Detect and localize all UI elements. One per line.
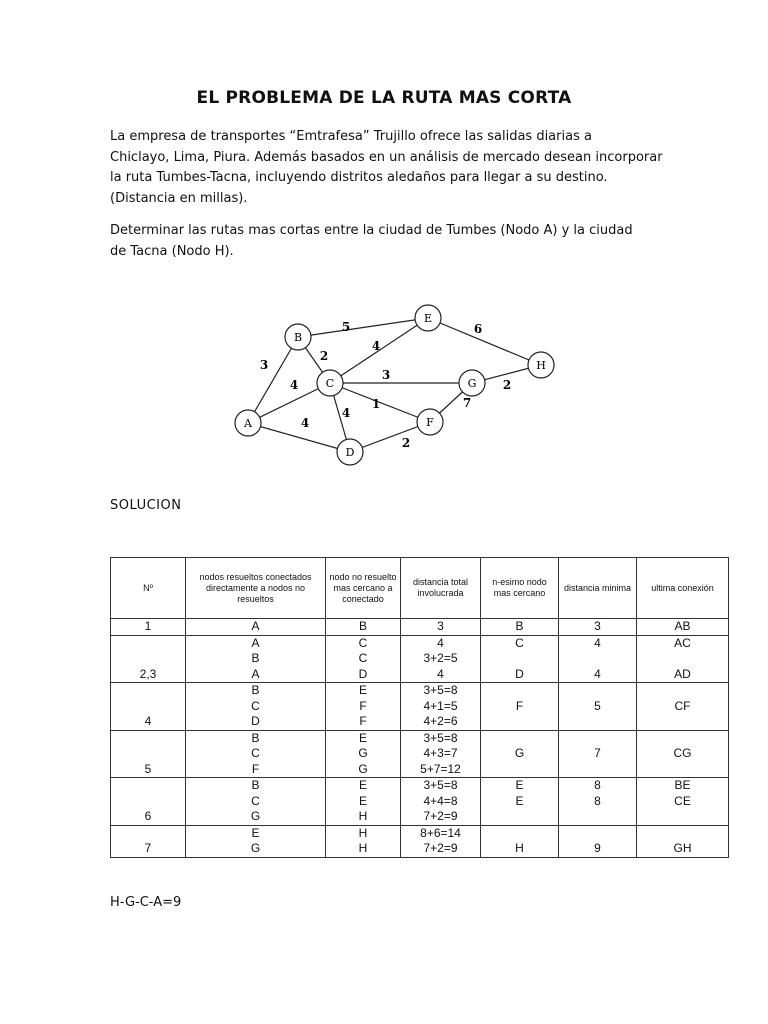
cell-number: 5	[111, 762, 186, 778]
header-solved-nodes: nodos resueltos conectados directamente a nodos no resueltos	[186, 558, 326, 619]
edge-weight-label: 4	[341, 406, 351, 420]
cell-number	[111, 699, 186, 715]
edge-weight-label: 2	[319, 349, 329, 363]
cell-total-distance: 3+5=8	[401, 730, 481, 746]
cell-total-distance: 3+5=8	[401, 683, 481, 699]
cell-solved-node: D	[186, 714, 326, 730]
final-answer: H-G-C-A=9	[110, 895, 182, 910]
cell-last-connection	[637, 825, 729, 841]
node-b-label: B	[293, 331, 303, 344]
cell-number: 1	[111, 619, 186, 636]
cell-solved-node: C	[186, 794, 326, 810]
text-line: Determinar las rutas mas cortas entre la ciudad de Tumbes (Nodo A) y la ciudad	[110, 223, 633, 238]
cell-total-distance: 7+2=9	[401, 809, 481, 825]
cell-nearest-node: E	[326, 794, 401, 810]
cell-nearest-node: E	[326, 730, 401, 746]
cell-nth-nearest	[481, 730, 559, 746]
edge-weight-label: 5	[341, 320, 351, 334]
table-row	[111, 730, 729, 746]
cell-nth-nearest: G	[481, 746, 559, 762]
node-d-label: D	[345, 446, 355, 459]
cell-number: 7	[111, 841, 186, 857]
cell-total-distance: 4	[401, 635, 481, 651]
edge-weight-label: 3	[381, 368, 391, 382]
cell-total-distance: 3	[401, 619, 481, 636]
intro-paragraph	[110, 127, 670, 209]
cell-last-connection: GH	[637, 841, 729, 857]
cell-min-distance	[559, 683, 637, 699]
node-g-label: G	[467, 377, 477, 390]
text-line: Chiclayo, Lima, Piura. Además basados en un análisis de mercado desean incorporar	[110, 149, 663, 165]
cell-nearest-node: E	[326, 778, 401, 794]
cell-number: 4	[111, 714, 186, 730]
cell-last-connection: BE	[637, 778, 729, 794]
edge-weight-label: 6	[473, 322, 483, 336]
cell-nearest-node: D	[326, 667, 401, 683]
node-e-label: E	[423, 312, 433, 325]
cell-nth-nearest	[481, 809, 559, 825]
header-nth-nearest: n-esimo nodo mas cercano	[481, 558, 559, 619]
edge-b-e	[298, 318, 428, 337]
cell-last-connection: CF	[637, 699, 729, 715]
cell-min-distance: 9	[559, 841, 637, 857]
cell-total-distance: 4	[401, 667, 481, 683]
cell-total-distance: 4+1=5	[401, 699, 481, 715]
table-row	[111, 778, 729, 794]
cell-solved-node: E	[186, 825, 326, 841]
text-line: la ruta Tumbes-Tacna, incluyendo distritos aledaños para llegar a su destino.	[110, 170, 608, 185]
cell-nth-nearest: C	[481, 635, 559, 651]
cell-nearest-node: H	[326, 809, 401, 825]
cell-last-connection: AC	[637, 635, 729, 651]
table-row	[111, 825, 729, 841]
table-row	[111, 651, 729, 667]
cell-nearest-node: G	[326, 762, 401, 778]
solution-heading: SOLUCION	[110, 498, 182, 513]
table-row	[111, 714, 729, 730]
edge-weight-label: 7	[462, 396, 472, 410]
table-row	[111, 746, 729, 762]
cell-nth-nearest: F	[481, 699, 559, 715]
cell-min-distance: 8	[559, 794, 637, 810]
cell-number	[111, 683, 186, 699]
cell-total-distance: 5+7=12	[401, 762, 481, 778]
cell-nth-nearest	[481, 762, 559, 778]
cell-solved-node: A	[186, 619, 326, 636]
cell-solved-node: A	[186, 667, 326, 683]
cell-number	[111, 825, 186, 841]
cell-min-distance	[559, 825, 637, 841]
cell-solved-node: C	[186, 746, 326, 762]
edge-a-d	[248, 423, 350, 452]
cell-solved-node: B	[186, 778, 326, 794]
header-min-distance: distancia minima	[559, 558, 637, 619]
cell-min-distance: 4	[559, 667, 637, 683]
edge-weight-label: 2	[401, 436, 411, 450]
table-row	[111, 667, 729, 683]
table-row	[111, 683, 729, 699]
table-row	[111, 841, 729, 857]
cell-last-connection	[637, 762, 729, 778]
cell-last-connection	[637, 683, 729, 699]
node-a-label: A	[244, 417, 252, 430]
table-row	[111, 809, 729, 825]
cell-nearest-node: B	[326, 619, 401, 636]
cell-min-distance: 5	[559, 699, 637, 715]
cell-total-distance: 4+3=7	[401, 746, 481, 762]
cell-number	[111, 794, 186, 810]
edge-weight-label: 4	[289, 378, 299, 392]
cell-nearest-node: F	[326, 714, 401, 730]
cell-nearest-node: H	[326, 825, 401, 841]
cell-nearest-node: F	[326, 699, 401, 715]
table-row	[111, 794, 729, 810]
cell-nth-nearest: E	[481, 794, 559, 810]
cell-last-connection: CG	[637, 746, 729, 762]
edge-e-h	[428, 318, 541, 365]
cell-last-connection: CE	[637, 794, 729, 810]
cell-nearest-node: C	[326, 651, 401, 667]
cell-number	[111, 746, 186, 762]
cell-solved-node: C	[186, 699, 326, 715]
edge-weight-label: 3	[259, 358, 269, 372]
cell-min-distance: 4	[559, 635, 637, 651]
cell-last-connection	[637, 714, 729, 730]
cell-number	[111, 635, 186, 651]
cell-number	[111, 651, 186, 667]
cell-last-connection: AD	[637, 667, 729, 683]
edge-weight-label: 1	[371, 397, 381, 411]
cell-nth-nearest: H	[481, 841, 559, 857]
table-row	[111, 762, 729, 778]
text-line: de Tacna (Nodo H).	[110, 243, 234, 259]
cell-nth-nearest: E	[481, 778, 559, 794]
edge-weight-label: 4	[300, 416, 310, 430]
cell-number	[111, 778, 186, 794]
cell-nth-nearest	[481, 683, 559, 699]
cell-last-connection: AB	[637, 619, 729, 636]
cell-solved-node: B	[186, 651, 326, 667]
cell-total-distance: 8+6=14	[401, 825, 481, 841]
cell-solved-node: B	[186, 683, 326, 699]
cell-number: 2,3	[111, 667, 186, 683]
cell-nth-nearest	[481, 714, 559, 730]
cell-nearest-node: H	[326, 841, 401, 857]
cell-solved-node: B	[186, 730, 326, 746]
table-row	[111, 635, 729, 651]
cell-min-distance	[559, 809, 637, 825]
cell-total-distance: 4+4=8	[401, 794, 481, 810]
text-line: La empresa de transportes “Emtrafesa” Trujillo ofrece las salidas diarias a	[110, 129, 592, 144]
edge-weight-label: 2	[502, 378, 512, 392]
cell-last-connection	[637, 809, 729, 825]
cell-min-distance: 8	[559, 778, 637, 794]
cell-total-distance: 3+5=8	[401, 778, 481, 794]
cell-solved-node: A	[186, 635, 326, 651]
cell-total-distance: 7+2=9	[401, 841, 481, 857]
node-h-label: H	[536, 359, 546, 372]
cell-number	[111, 730, 186, 746]
table-row	[111, 619, 729, 636]
text-line: (Distancia en millas).	[110, 190, 248, 206]
cell-nth-nearest: D	[481, 667, 559, 683]
header-last-connection: ultima conexión	[637, 558, 729, 619]
cell-min-distance	[559, 730, 637, 746]
network-graph	[220, 295, 580, 470]
cell-nth-nearest: B	[481, 619, 559, 636]
node-c-label: C	[325, 377, 335, 390]
cell-number: 6	[111, 809, 186, 825]
cell-min-distance	[559, 762, 637, 778]
page-title: EL PROBLEMA DE LA RUTA MAS CORTA	[196, 88, 572, 108]
header-nearest-unsolved: nodo no resuelto mas cercano a conectado	[326, 558, 401, 619]
cell-nearest-node: C	[326, 635, 401, 651]
cell-nth-nearest	[481, 651, 559, 667]
cell-total-distance: 3+2=5	[401, 651, 481, 667]
table-row	[111, 699, 729, 715]
cell-min-distance: 3	[559, 619, 637, 636]
header-total-distance: distancia total involucrada	[401, 558, 481, 619]
node-f-label: F	[426, 416, 434, 429]
cell-min-distance: 7	[559, 746, 637, 762]
cell-nearest-node: G	[326, 746, 401, 762]
edge-weight-label: 4	[371, 339, 381, 353]
cell-nth-nearest	[481, 825, 559, 841]
task-paragraph	[110, 221, 670, 262]
cell-solved-node: F	[186, 762, 326, 778]
cell-last-connection	[637, 730, 729, 746]
cell-nearest-node: E	[326, 683, 401, 699]
table-header-row	[111, 558, 729, 619]
solution-table	[110, 557, 729, 858]
cell-solved-node: G	[186, 841, 326, 857]
cell-min-distance	[559, 714, 637, 730]
header-number: Nº	[111, 558, 186, 619]
cell-solved-node: G	[186, 809, 326, 825]
cell-last-connection	[637, 651, 729, 667]
cell-min-distance	[559, 651, 637, 667]
cell-total-distance: 4+2=6	[401, 714, 481, 730]
